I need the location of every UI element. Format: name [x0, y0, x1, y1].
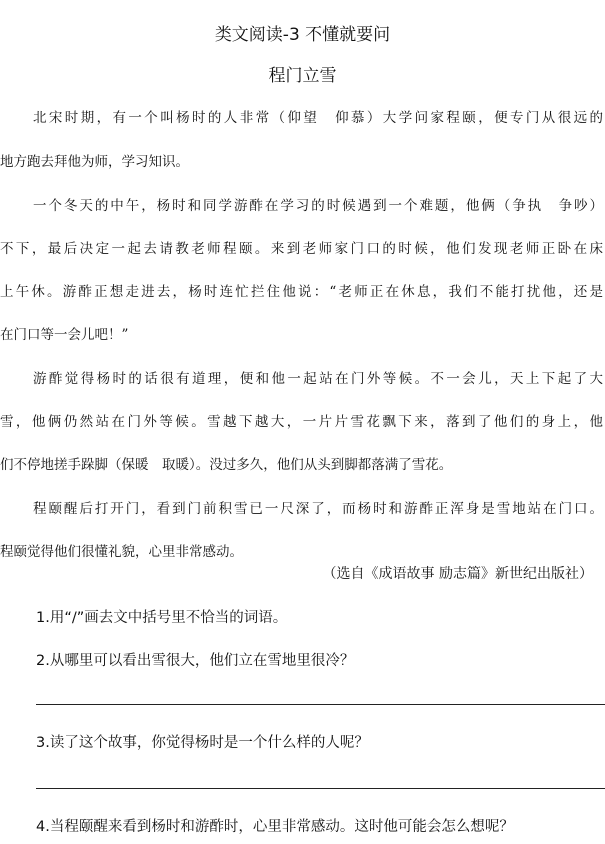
- passage-line: 们不停地搓手跺脚（保暖 取暖）。没过多久，他们从头到脚都落满了雪花。: [0, 457, 453, 473]
- passage-line: 在门口等一会儿吧！”: [0, 327, 129, 343]
- question-4: 4.当程颐醒来看到杨时和游酢时，心里非常感动。这时他可能会怎么想呢？: [36, 819, 514, 835]
- answer-line[interactable]: [36, 788, 605, 789]
- question-2: 2.从哪里可以看出雪很大，他们立在雪地里很冷？: [36, 653, 355, 669]
- source-citation: （选自《成语故事 励志篇》新世纪出版社）: [322, 566, 593, 582]
- passage-line: 地方跑去拜他为师，学习知识。: [0, 154, 189, 170]
- answer-line[interactable]: [36, 704, 605, 705]
- passage-line: 程颐醒后打开门，看到门前积雪已一尺深了，而杨时和游酢正浑身是雪地站在门口。: [33, 501, 603, 517]
- passage-line: 游酢觉得杨时的话很有道理，便和他一起站在门外等候。不一会儿，天上下起了大: [33, 371, 603, 387]
- passage-line: 一个冬天的中午，杨时和同学游酢在学习的时候遇到一个难题，他俩（争执 争吵）: [33, 198, 603, 214]
- passage-line: 不下，最后决定一起去请教老师程颐。来到老师家门口的时候，他们发现老师正卧在床: [0, 241, 603, 257]
- question-1: 1.用“/”画去文中括号里不恰当的词语。: [36, 610, 288, 626]
- story-title: 程门立雪: [268, 66, 337, 86]
- question-3: 3.读了这个故事，你觉得杨时是一个什么样的人呢？: [36, 735, 369, 751]
- passage-line: 北宋时期，有一个叫杨时的人非常（仰望 仰慕）大学问家程颐，便专门从很远的: [33, 110, 603, 126]
- passage-line: 雪，他俩仍然站在门外等候。雪越下越大，一片片雪花飘下来，落到了他们的身上，他: [0, 414, 603, 430]
- passage-line: 程颐觉得他们很懂礼貌，心里非常感动。: [0, 544, 243, 560]
- passage-line: 上午休。游酢正想走进去，杨时连忙拦住他说：“老师正在休息，我们不能打扰他，还是: [0, 284, 603, 300]
- section-title: 类文阅读-3 不懂就要问: [214, 25, 391, 45]
